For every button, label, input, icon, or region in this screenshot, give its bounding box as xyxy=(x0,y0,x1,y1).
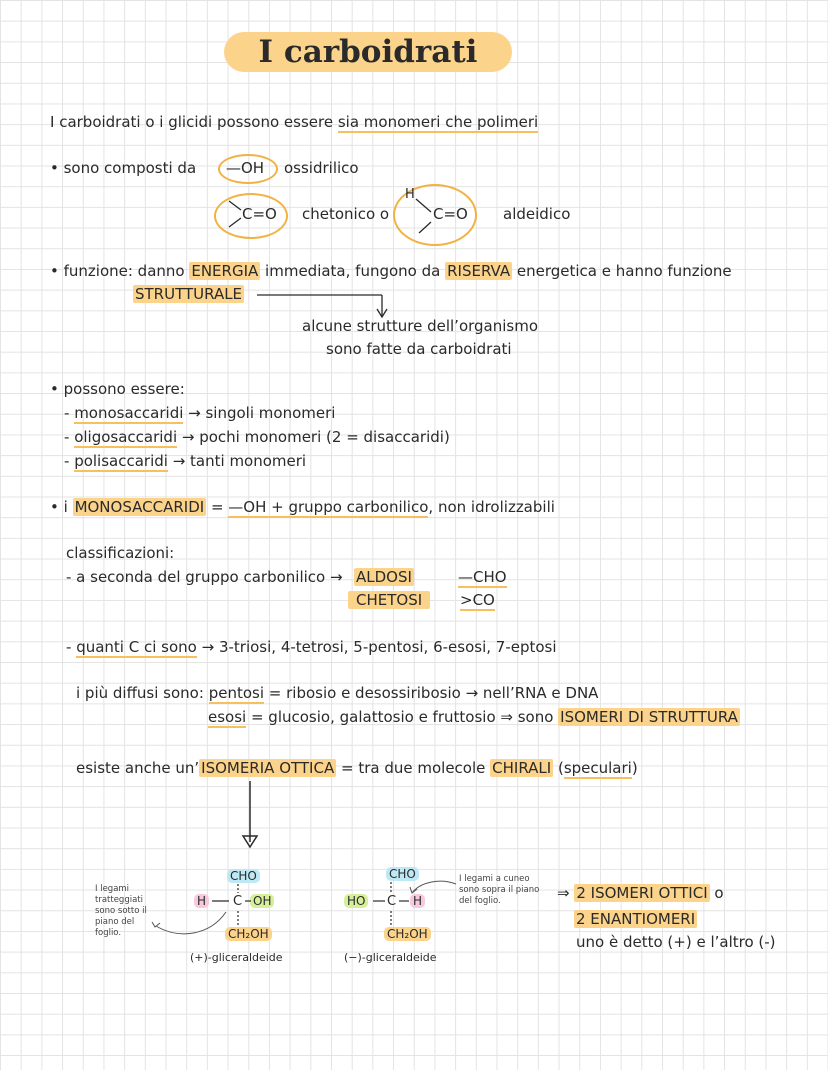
mol-left-oh xyxy=(250,894,274,908)
mol-right-h xyxy=(410,894,425,908)
co-label-wrap: >CO xyxy=(460,591,495,609)
oh-group: —OH xyxy=(226,159,265,177)
list-item: - monosaccaridi → singoli monomeri xyxy=(64,404,336,422)
ottica-text-a: esiste anche un’ xyxy=(76,759,200,777)
possono-head: • possono essere: xyxy=(50,380,185,398)
funzione-note-1: alcune strutture dell’organismo xyxy=(302,317,539,335)
composti-bullet: • sono composti da xyxy=(50,159,197,177)
mol-left-ch2oh: CH₂OH xyxy=(225,927,272,941)
mol-left-oh-label: OH xyxy=(250,894,274,908)
esosi-underlined: esosi xyxy=(208,708,247,726)
mol-left-h-label: H xyxy=(194,894,209,908)
diffusi-text-b: = ribosio e desossiribosio → nell’RNA e DNA xyxy=(264,684,599,702)
result-line1 xyxy=(557,884,724,902)
funzione-note-2: sono fatte da carboidrati xyxy=(326,340,512,358)
mol-right-ho xyxy=(344,894,368,908)
mol-right-ch2oh: CH₂OH xyxy=(384,927,431,941)
strutturale-line xyxy=(133,285,244,303)
list-item-name: polisaccaridi xyxy=(74,452,168,470)
quanti-desc: → 3-triosi, 4-tetrosi, 5-pentosi, 6-esosi, 7-eptosi xyxy=(196,638,557,656)
chirali-highlight: CHIRALI xyxy=(492,759,552,777)
ottica-text-c: ( xyxy=(553,759,564,777)
mol-right-top xyxy=(386,867,419,881)
pentosi-underlined: pentosi xyxy=(208,684,264,702)
ottica-text-b: = tra due molecole xyxy=(336,759,491,777)
list-item-desc: → pochi monomeri (2 = disaccaridi) xyxy=(177,428,450,446)
note-dashed-bonds: I legami tratteggiati sono sotto il piano del foglio. xyxy=(95,884,147,938)
mol-right-bottom xyxy=(384,927,431,941)
intro-underlined: sia monomeri che polimeri xyxy=(337,113,539,131)
funzione-text-b: immediata, fungono da xyxy=(260,262,446,280)
funzione-text-a: • funzione: danno xyxy=(50,262,190,280)
funzione-line xyxy=(50,262,732,280)
diffusi-text-a: i più diffusi sono: xyxy=(76,684,209,702)
cho-label: —CHO xyxy=(458,568,507,586)
ottica-line xyxy=(76,759,638,777)
diffusi-text-c: = glucosio, galattosio e fruttosio ⇒ sono xyxy=(246,708,559,726)
ketone-co: C=O xyxy=(242,205,277,223)
ossidrilico-label: ossidrilico xyxy=(284,159,359,177)
list-item-name: oligosaccaridi xyxy=(74,428,178,446)
intro-text: I carboidrati o i glicidi possono essere xyxy=(50,113,338,131)
aldehyde-co: C=O xyxy=(433,205,468,223)
energia-highlight: ENERGIA xyxy=(191,262,259,280)
mol-right-label: (−)-gliceraldeide xyxy=(344,951,437,964)
quanti-dash: - xyxy=(66,638,77,656)
list-item: - polisaccaridi → tanti monomeri xyxy=(64,452,307,470)
diffusi-line1 xyxy=(76,684,598,702)
note-right-arrow xyxy=(412,881,456,893)
intro-line xyxy=(50,113,538,131)
riserva-highlight: RISERVA xyxy=(447,262,511,280)
mono-highlight: MONOSACCARIDI xyxy=(74,498,205,516)
mol-left-h xyxy=(194,894,209,908)
mol-right-c: C xyxy=(387,894,397,909)
result-line3: uno è detto (+) e l’altro (-) xyxy=(576,933,776,951)
ottica-text-d: ) xyxy=(631,759,638,777)
aldeidico-label: aldeidico xyxy=(503,205,571,223)
mol-right-h-label: H xyxy=(410,894,425,908)
list-item-desc: → tanti monomeri xyxy=(167,452,307,470)
co-label: CO xyxy=(472,591,495,609)
co-group xyxy=(460,591,495,609)
mono-underlined: —OH + gruppo carbonilico xyxy=(228,498,429,516)
mono-text-d: , non idrolizzabili xyxy=(428,498,555,516)
mol-left-cho: CHO xyxy=(227,869,260,883)
chetonico-label: chetonico o xyxy=(302,205,390,223)
note-wedge-bonds: I legami a cuneo sono sopra il piano del foglio. xyxy=(459,874,540,906)
result-arrow: ⇒ xyxy=(557,884,575,902)
mol-left-top xyxy=(227,869,260,883)
list-item-desc: → singoli monomeri xyxy=(183,404,336,422)
mol-left-c: C xyxy=(233,894,243,909)
mol-right-ho-label: HO xyxy=(344,894,368,908)
mono-text-b: = xyxy=(206,498,229,516)
isomeri-ottici-highlight: 2 ISOMERI OTTICI xyxy=(576,884,708,902)
ottica-arrow-head xyxy=(243,836,257,847)
enantiomeri-highlight: 2 ENANTIOMERI xyxy=(576,910,696,928)
mono-text-a: • i xyxy=(50,498,73,516)
aldosi-label: ALDOSI xyxy=(356,568,412,586)
strutturale-highlight: STRUTTURALE xyxy=(135,285,243,303)
classificazioni-head: classificazioni: xyxy=(66,544,175,562)
diffusi-line2 xyxy=(208,708,740,726)
aldehyde-h: H xyxy=(405,187,415,202)
quanti-line xyxy=(66,638,557,656)
funzione-text-c: energetica e hanno funzione xyxy=(512,262,732,280)
result-o: o xyxy=(709,884,724,902)
note-left-arrow xyxy=(156,912,226,934)
result-line2 xyxy=(574,910,697,928)
chetosi-highlight xyxy=(348,591,430,609)
chetosi-label: CHETOSI xyxy=(348,591,430,609)
quanti-underlined: quanti C ci sono xyxy=(76,638,197,656)
mono-line xyxy=(50,498,555,516)
list-item: - oligosaccaridi → pochi monomeri (2 = disaccaridi) xyxy=(64,428,450,446)
aldosi-highlight xyxy=(354,568,414,586)
mol-left-bottom xyxy=(225,927,272,941)
strutturale-arrow-head xyxy=(377,309,387,317)
isomeri-struttura-highlight: ISOMERI DI STRUTTURA xyxy=(560,708,738,726)
speculari-underlined: speculari xyxy=(563,759,632,777)
note-right-arrowhead xyxy=(410,887,417,893)
cho-group xyxy=(458,568,507,586)
list-item-name: monosaccaridi xyxy=(74,404,184,422)
isomeria-ottica-highlight: ISOMERIA OTTICA xyxy=(201,759,335,777)
classificazioni-line1: - a seconda del gruppo carbonilico → xyxy=(66,568,343,586)
page-title: I carboidrati xyxy=(224,32,512,72)
mol-left-label: (+)-gliceraldeide xyxy=(190,951,283,964)
mol-right-cho: CHO xyxy=(386,867,419,881)
